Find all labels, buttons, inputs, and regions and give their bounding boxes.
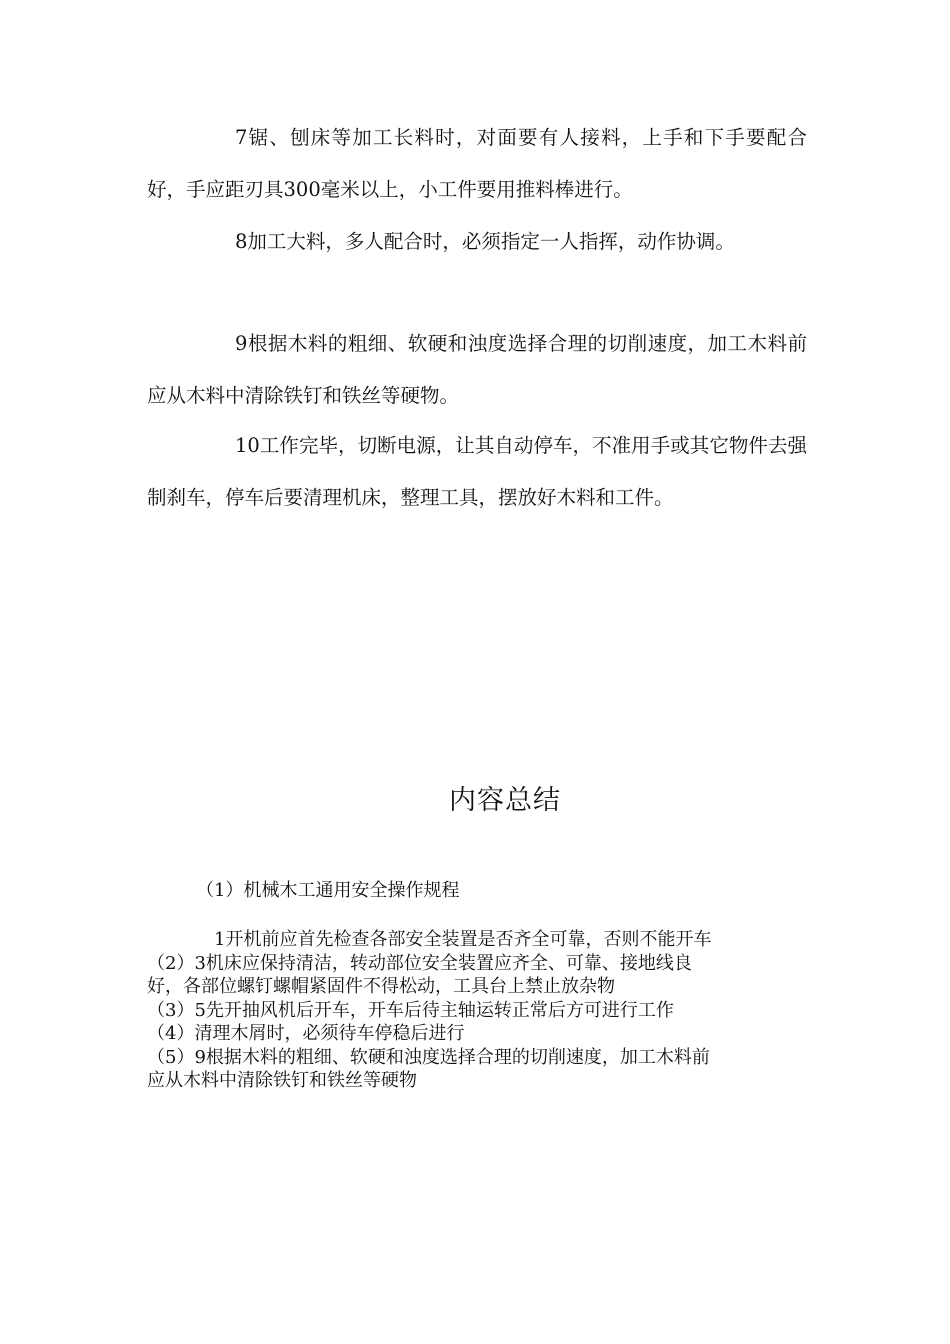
paragraph-8-large-stock-coordination: 8加工大料，多人配合时，必须指定一人指挥，动作协调。 xyxy=(235,230,735,253)
summary-line: （4）清理木屑时，必须待车停稳后进行 xyxy=(147,1023,465,1044)
summary-line: （3）5先开抽风机后开车，开车后待主轴运转正常后方可进行工作 xyxy=(147,999,674,1021)
summary-line: 应从木料中清除铁钉和铁丝等硬物 xyxy=(147,1070,417,1091)
summary-line: 1开机前应首先检查各部安全装置是否齐全可靠，否则不能开车 xyxy=(214,929,712,950)
paragraph-7-long-stock-safety: 7锯、刨床等加工长料时，对面要有人接料，上手和下手要配合好，手应距刃具300毫米以上，小工件要用推料棒进行。 xyxy=(147,126,807,201)
summary-line: （5）9根据木料的粗细、软硬和浊度选择合理的切削速度，加工木料前 xyxy=(147,1046,710,1068)
summary-line: 好，各部位螺钉螺帽紧固件不得松动，工具台上禁止放杂物 xyxy=(147,976,615,997)
summary-list xyxy=(147,928,797,1093)
summary-title: 内容总结 xyxy=(449,785,561,816)
paragraph-10-finish-work: 10工作完毕，切断电源，让其自动停车，不准用手或其它物件去强制刹车，停车后要清理机床，整理工具，摆放好木料和工件。 xyxy=(147,434,807,509)
summary-line: （2）3机床应保持清洁，转动部位安全装置应齐全、可靠、接地线良 xyxy=(147,952,692,974)
summary-heading: （1）机械木工通用安全操作规程 xyxy=(196,880,460,901)
paragraph-9-cutting-speed: 9根据木料的粗细、软硬和浊度选择合理的切削速度，加工木料前应从木料中清除铁钉和铁丝等硬物。 xyxy=(147,332,807,407)
